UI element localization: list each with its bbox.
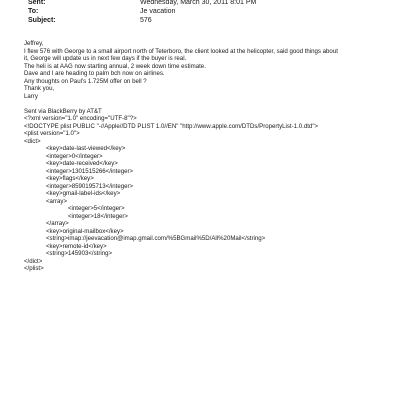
sent-label: Sent: [28, 0, 46, 6]
plist-line: <key>date-received</key> [46, 160, 118, 167]
greeting: Jeffrey, [24, 40, 44, 47]
plist-line: <key>date-last-viewed</key> [46, 145, 126, 152]
plist-line: <integer>5</integer> [68, 205, 125, 212]
subject-row [28, 16, 328, 25]
plist-line: <array> [46, 197, 68, 205]
sender-name: Larry [24, 92, 38, 100]
plist-line: <key>remote-id</key> [46, 242, 107, 250]
plist-line: <integer>0</integer> [46, 152, 103, 160]
body-line-2: it, George will update us in next few days if the buyer is real. [24, 55, 187, 62]
plist-line: <integer>8590195713</integer> [46, 182, 134, 190]
thanks-line: Thank you, [24, 85, 55, 92]
plist-line: </array> [46, 220, 69, 227]
signature-line: Sent via BlackBerry by AT&T [24, 107, 102, 115]
to-row [28, 7, 328, 16]
plist-line: <dict> [24, 137, 41, 145]
plist-line: <string>145903</string> [46, 250, 113, 257]
body-line-3: The heli is at AAG now starting annual, 2 week down time estimate. [24, 62, 206, 70]
plist-line: </plist> [24, 265, 44, 272]
to-value: Je vacation [140, 8, 176, 15]
sent-row [28, 0, 328, 7]
plist-line: <key>original-mailbox</key> [46, 227, 124, 235]
body-line-5: Any thoughts on Paul's 1.725M offer on bell ? [24, 77, 147, 85]
email-body [24, 40, 384, 273]
plist-line: <integer>18</integer> [68, 212, 128, 220]
plist-line: <key>flags</key> [46, 175, 94, 182]
plist-line: <plist version="1.0"> [24, 130, 80, 137]
plist-line: <string>imap://jeevacation@imap.gmail.com/%5BGmail%5D/All%20Mail</string> [46, 235, 266, 242]
body-line-1: I flew 576 with George to a small airport north of Teterboro, the client looked at the helicopter, said good things about [24, 47, 338, 55]
plist-line: <key>gmail-label-ids</key> [46, 190, 121, 197]
plist-line: <!DOCTYPE plist PUBLIC "-//Apple//DTD PLIST 1.0//EN" "http://www.apple.com/DTDs/PropertyList-1.0.dtd"> [24, 122, 319, 130]
plist-line: </dict> [24, 257, 43, 265]
plist-line: <integer>1301515266</integer> [46, 167, 134, 175]
to-label: To: [28, 8, 39, 15]
subject-value: 576 [140, 17, 152, 24]
plist-line: <?xml version="1.0" encoding="UTF-8"?> [24, 115, 137, 122]
subject-label: Subject: [28, 17, 56, 24]
body-line-4: Dave and I are heading to palm bch now on airlines. [24, 70, 165, 77]
sent-value: Wednesday, March 30, 2011 8:01 PM [140, 0, 257, 6]
